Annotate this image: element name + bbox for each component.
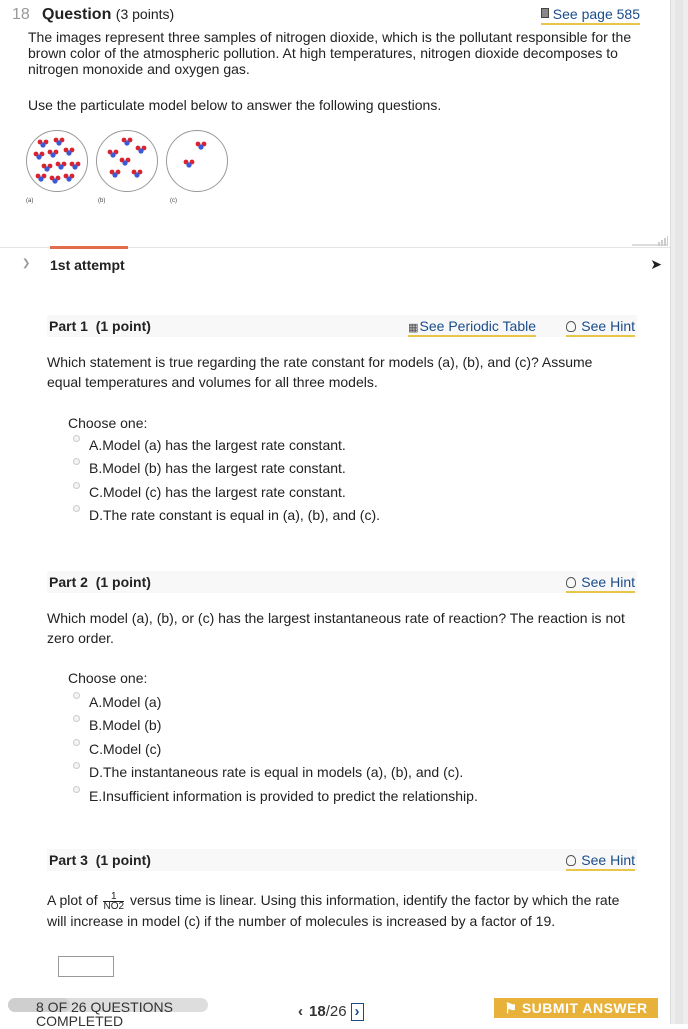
footer — [0, 994, 670, 1029]
part3-question-suffix: versus time is linear. Using this information, identify the factor by which the rate will increase in model (c) if the number of molecules is increased by a factor of 19. — [47, 892, 620, 929]
no2-molecule — [122, 138, 133, 146]
previous-question-button[interactable]: ‹ — [298, 1003, 303, 1020]
no2-molecule — [50, 176, 61, 184]
no2-molecule — [38, 140, 49, 148]
submit-flag-icon: ⚑ — [504, 1000, 518, 1016]
chevron-down-icon[interactable]: ❯ — [22, 258, 31, 269]
particulate-models — [22, 124, 242, 214]
answer-input[interactable] — [58, 956, 114, 977]
part1-question: Which statement is true regarding the rate constant for models (a), (b), and (c)? Assume equal temperatures and volumes for all three models. — [47, 354, 593, 390]
radio-button[interactable] — [73, 739, 80, 746]
question-points: (3 points) — [115, 6, 175, 22]
no2-molecule — [42, 164, 53, 172]
radio-button[interactable] — [73, 786, 80, 793]
no2-molecule — [36, 174, 47, 182]
no2-molecule — [70, 162, 81, 170]
fraction — [103, 892, 124, 911]
question-text: The images represent three samples of nitrogen dioxide, which is the pollutant responsible for the brown color of the atmospheric pollution. At high temperatures, nitrogen dioxide decomposes to nitrogen monoxide and oxygen gas. — [28, 29, 632, 77]
question-instruction: Use the particulate model below to answer the following questions. — [28, 97, 442, 113]
option-text: D.The rate constant is equal in (a), (b), and (c). — [89, 507, 381, 524]
no2-molecule — [48, 150, 59, 158]
no2-molecule — [136, 146, 147, 154]
pager — [298, 1003, 364, 1021]
part1-option-a[interactable] — [73, 435, 633, 458]
no2-molecule — [184, 160, 195, 168]
question-title — [42, 6, 174, 24]
radio-button[interactable] — [73, 505, 80, 512]
model-c-molecules — [167, 131, 227, 191]
part1-hint-text: See Hint — [581, 318, 635, 334]
part3-hint-link[interactable] — [566, 852, 635, 871]
part1-hint-link[interactable] — [566, 318, 635, 337]
part2-header — [47, 571, 637, 593]
part1-option-c[interactable] — [73, 482, 633, 505]
part2-option-a[interactable] — [73, 692, 633, 715]
option-text: D.The instantaneous rate is equal in models (a), (b), and (c). — [89, 764, 464, 781]
part1-option-b[interactable] — [73, 458, 633, 481]
radio-button[interactable] — [73, 692, 80, 699]
see-page-text: See page 585 — [552, 6, 640, 22]
model-a-circle — [26, 130, 88, 192]
page-total: /26 — [325, 1003, 347, 1020]
option-text: A.Model (a) has the largest rate constant. — [89, 437, 346, 453]
no2-molecule — [110, 170, 121, 178]
book-icon — [541, 8, 549, 18]
part3-question-prefix: A plot of — [47, 892, 98, 908]
part2-option-e[interactable] — [73, 786, 633, 809]
part3-points: (1 point) — [95, 852, 151, 868]
part3-label — [49, 852, 151, 868]
part3-header — [47, 849, 637, 871]
scrollbar[interactable] — [670, 0, 688, 1024]
model-b-label: (b) — [98, 198, 106, 204]
model-c-label: (c) — [170, 198, 177, 204]
part1-option-d[interactable] — [73, 505, 633, 528]
question-header — [12, 6, 652, 28]
question-title-text: Question — [42, 6, 112, 23]
attempt-row[interactable] — [22, 256, 668, 276]
option-text: E.Insufficient information is provided to predict the relationship. — [89, 787, 478, 804]
radio-button[interactable] — [73, 435, 80, 442]
pin-icon[interactable]: ➤ — [650, 256, 662, 272]
lightbulb-icon — [566, 855, 576, 866]
attempt-label: 1st attempt — [50, 257, 125, 273]
signal-bars-icon — [632, 236, 668, 246]
fraction-numerator: 1 — [103, 892, 124, 902]
part1-options — [73, 435, 633, 529]
part2-choose-label: Choose one: — [68, 670, 148, 686]
no2-molecule — [108, 150, 119, 158]
part2-label — [49, 574, 151, 590]
model-b-molecules — [97, 131, 157, 191]
option-text: C.Model (c) — [89, 740, 162, 757]
part1-points: (1 point) — [95, 318, 151, 334]
no2-molecule — [56, 162, 67, 170]
part2-hint-link[interactable] — [566, 574, 635, 593]
part3-label-text: Part 3 — [49, 852, 88, 868]
scrollbar-thumb[interactable] — [675, 0, 683, 1024]
no2-molecule — [34, 152, 45, 160]
option-text: A.Model (a) — [89, 694, 162, 710]
model-a-label: (a) — [26, 198, 34, 204]
no2-molecule — [64, 174, 75, 182]
part2-points: (1 point) — [95, 574, 151, 590]
fraction-denominator: NO2 — [103, 900, 125, 912]
attempt-tab-marker — [50, 246, 128, 249]
no2-molecule — [54, 138, 65, 146]
model-a-molecules — [27, 131, 87, 191]
part2-hint-text: See Hint — [581, 574, 635, 590]
next-question-button[interactable]: › — [351, 1003, 364, 1021]
progress-text: 8 OF 26 QUESTIONS COMPLETED — [36, 999, 173, 1029]
no2-molecule — [64, 148, 75, 156]
radio-button[interactable] — [73, 762, 80, 769]
option-text: B.Model (b) — [89, 717, 162, 734]
page-current: 18 — [309, 1003, 326, 1020]
part2-options — [73, 692, 633, 809]
part1-header — [47, 315, 637, 337]
see-page-link[interactable] — [541, 6, 640, 25]
submit-answer-button[interactable] — [494, 998, 658, 1018]
submit-label: SUBMIT ANSWER — [521, 1000, 648, 1016]
part2-label-text: Part 2 — [49, 574, 88, 590]
model-c-circle — [166, 130, 228, 192]
radio-button[interactable] — [73, 482, 80, 489]
periodic-table-icon: ▦ — [408, 322, 418, 334]
part2-option-b[interactable] — [73, 715, 633, 738]
option-text: C.Model (c) has the largest rate constant. — [89, 483, 346, 500]
part1-choose-label: Choose one: — [68, 415, 148, 431]
part1-label-text: Part 1 — [49, 318, 88, 334]
radio-button[interactable] — [73, 458, 80, 465]
part3-hint-text: See Hint — [581, 852, 635, 868]
see-periodic-table-link[interactable] — [408, 318, 536, 337]
see-periodic-table-text: See Periodic Table — [419, 318, 536, 334]
no2-molecule — [132, 170, 143, 178]
question-number: 18 — [12, 6, 30, 23]
part2-question: Which model (a), (b), or (c) has the largest instantaneous rate of reaction? The reaction is not zero order. — [47, 610, 625, 646]
part2-option-d[interactable] — [73, 762, 633, 785]
radio-button[interactable] — [73, 715, 80, 722]
option-text: B.Model (b) has the largest rate constant. — [89, 460, 346, 477]
part1-label — [49, 318, 151, 334]
lightbulb-icon — [566, 321, 576, 332]
part2-option-c[interactable] — [73, 739, 633, 762]
part3-question — [47, 890, 627, 931]
model-b-circle — [96, 130, 158, 192]
no2-molecule — [120, 158, 131, 166]
lightbulb-icon — [566, 577, 576, 588]
no2-molecule — [196, 142, 207, 150]
